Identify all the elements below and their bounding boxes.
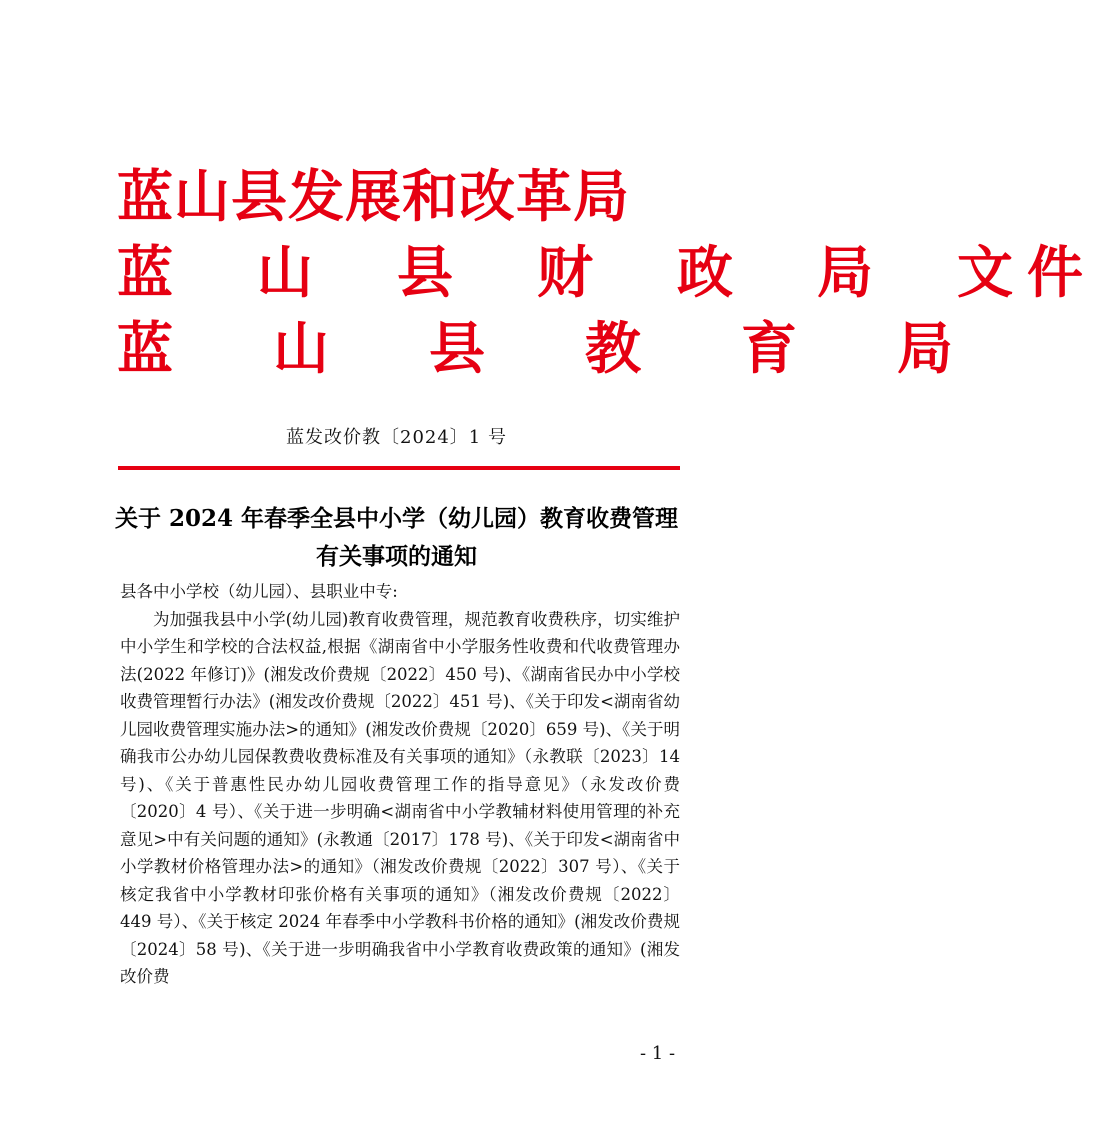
body-paragraph: 为加强我县中小学(幼儿园)教育收费管理，规范教育收费秩序，切实维护中小学生和学校的合法权益,根据《湖南省中小学服务性收费和代收费管理办法(2022 年修订)》(湘发改价费规〔2022〕450 号)、《湖南省民办中小学校收费管理暂行办法》(湘发改价费规〔2022〕451 号)、《关于印发<湖南省幼儿园收费管理实施办法>的通知》(湘发改价费规〔2020〕659 号)、《关于明确我市公办幼儿园保教费收费标准及有关事项的通知》（永教联〔2023〕14 号)、《关于普惠性民办幼儿园收费管理工作的指导意见》（永发改价费〔2020〕4 号）、《关于进一步明确<湖南省中小学教辅材料使用管理的补充意见>中有关问题的通知》(永教通〔2017〕178 号)、《关于印发<湖南省中小学教材价格管理办法>的通知》（湘发改价费规〔2022〕307 号）、《关于核定我省中小学教材印张价格有关事项的通知》（湘发改价费规〔2022〕449 号）、《关于核定 2024 年春季中小学教科书价格的通知》(湘发改价费规〔2024〕58 号)、《关于进一步明确我省中小学教育收费政策的通知》(湘发改价费 [120, 609, 680, 986]
document-body [120, 578, 680, 991]
salutation: 县各中小学校（幼儿园）、县职业中专: [120, 582, 398, 601]
issuer-line-education: 蓝 山 县 教 育 局 [117, 316, 975, 382]
page-number: - 1 - [640, 1043, 676, 1064]
document-title: 关于 2024 年春季全县中小学（幼儿园）教育收费管理有关事项的通知 [114, 505, 679, 570]
document-number: 蓝发改价教〔2024〕1 号 [286, 427, 507, 448]
issuer-line-development-reform: 蓝山县发展和改革局 [117, 164, 630, 230]
issuer-line-finance: 蓝 山 县 财 政 局 文件 [117, 240, 1097, 306]
red-separator-line [118, 466, 680, 470]
